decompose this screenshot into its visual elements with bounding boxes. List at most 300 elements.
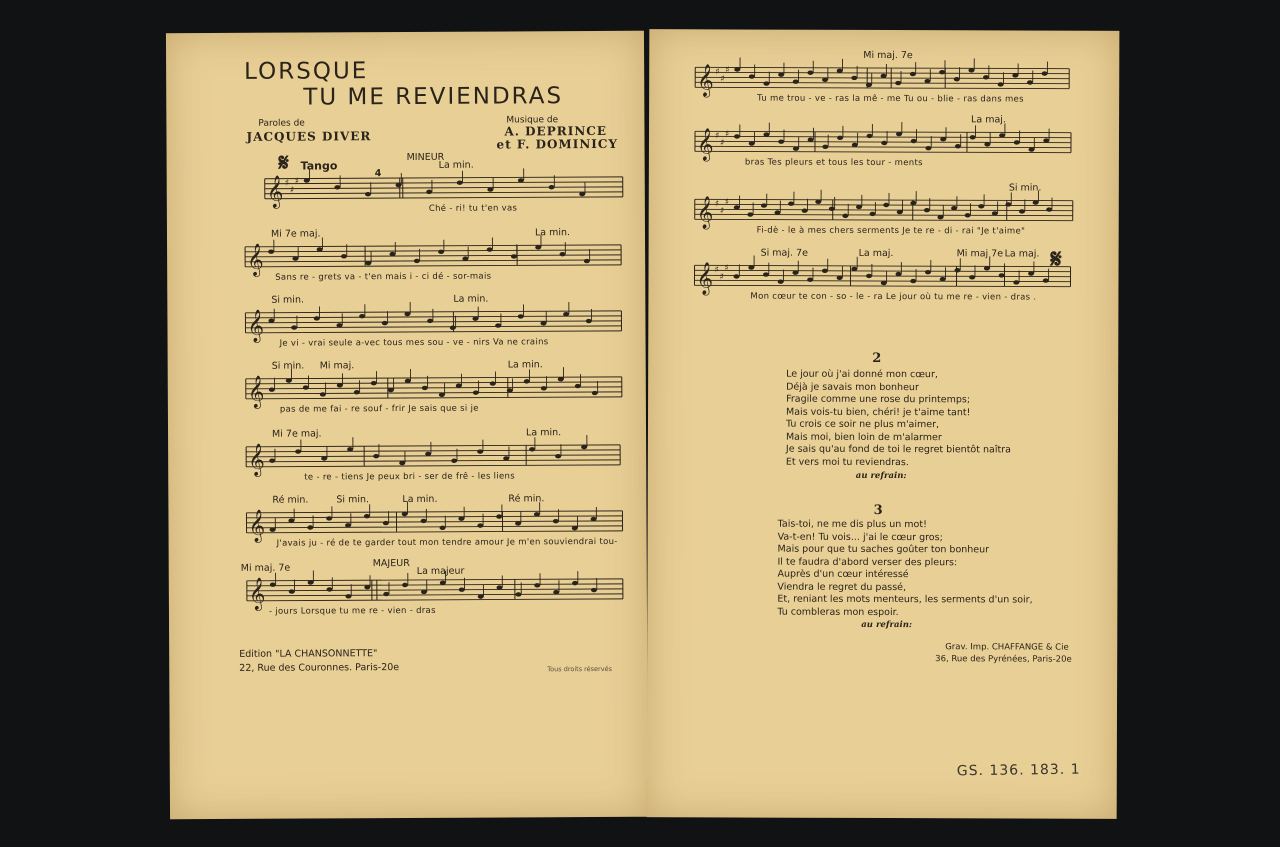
note-head <box>734 205 740 209</box>
sharp-icon: ♯ <box>719 206 725 217</box>
sharp-icon: ♯ <box>725 65 730 76</box>
note-head <box>992 211 998 215</box>
note-head <box>426 190 432 194</box>
left-chord-symbol: Si min. <box>336 494 370 506</box>
note-head <box>1028 147 1034 151</box>
sharp-icon: ♯ <box>714 131 720 142</box>
verse3-line: Mais pour que tu saches goûter ton bonheur <box>777 543 990 556</box>
note-head <box>968 68 974 72</box>
note-head <box>336 323 342 327</box>
left-lyrics: - jours Lorsque tu me re - vien - dras <box>268 605 436 617</box>
note-head <box>778 279 784 283</box>
note-head <box>490 381 496 385</box>
note-head <box>327 587 333 591</box>
note-head <box>515 592 521 596</box>
note-head <box>402 512 408 516</box>
treble-clef-icon: 𝄞 <box>248 576 266 610</box>
verse2-line: Le jour où j'ai donné mon cœur, <box>786 368 938 381</box>
note-head <box>477 449 483 453</box>
right-lyrics: Fi-dè - le à mes chers serments Je te re - di - rai "Je t'aime" <box>756 225 1026 237</box>
treble-clef-icon: 𝄞 <box>696 261 714 295</box>
note-head <box>910 72 916 76</box>
right-lyrics: bras Tes pleurs et tous les tour - ments <box>744 157 923 169</box>
note-head <box>984 266 990 270</box>
note-head <box>477 523 483 527</box>
verse3-line: Va-t-en! Tu vois... j'ai le cœur gros; <box>777 531 943 543</box>
note-head <box>511 254 517 258</box>
sharp-icon: ♯ <box>289 185 295 196</box>
note-head <box>326 516 332 520</box>
note-head <box>308 580 314 584</box>
verse3-line: Il te faudra d'abord verser des pleurs: <box>777 556 958 568</box>
note-head <box>421 519 427 523</box>
note-head <box>999 273 1005 277</box>
note-head <box>924 208 930 212</box>
note-head <box>414 259 420 263</box>
verse2-line: Et vers moi tu reviendras. <box>785 456 909 468</box>
note-head <box>270 582 276 586</box>
note-head <box>427 319 433 323</box>
note-head <box>291 325 297 329</box>
note-head <box>478 594 484 598</box>
note-head <box>881 74 887 78</box>
right-chord-symbol: Si min. <box>1008 182 1042 194</box>
note-head <box>748 265 754 269</box>
right-music-staves <box>649 29 1119 303</box>
note-head <box>457 181 463 185</box>
note-head <box>534 512 540 516</box>
tempo-marking: Tango <box>300 159 338 173</box>
note-head <box>534 583 540 587</box>
note-head <box>1012 73 1018 77</box>
note-head <box>802 209 808 213</box>
lyricist-name: JACQUES DIVER <box>246 129 372 144</box>
left-chord-symbol: Ré min. <box>272 494 309 506</box>
treble-clef-icon: 𝄞 <box>696 127 714 161</box>
song-title-line1: LORSQUE <box>244 58 369 85</box>
right-system <box>649 29 1119 105</box>
left-lyrics: Sans re - grets va - t'en mais i - ci dé - sor-mais <box>275 271 492 283</box>
note-head <box>371 381 377 385</box>
left-lyrics: te - re - tiens Je peux bri - ser de frê - les liens <box>304 471 515 483</box>
right-lyrics: Tu me trou - ve - ras la mê - me Tu ou - blie - ras dans mes <box>757 93 1024 105</box>
note-head <box>541 386 547 390</box>
note-head <box>591 517 597 521</box>
composer-name-1: A. DEPRINCE <box>504 123 607 139</box>
verse3-line: Et, reniant les mots menteurs, les serments d'un soir, <box>777 593 1033 606</box>
note-head <box>518 314 524 318</box>
note-head <box>535 245 541 249</box>
note-head <box>354 390 360 394</box>
note-head <box>459 587 465 591</box>
note-head <box>1014 140 1020 144</box>
verse2-refrain: au refrain: <box>855 470 907 482</box>
right-lyrics: Mon cœur te con - so - le - ra Le jour où tu me re - vien - dras . <box>750 291 1037 303</box>
note-head <box>503 456 509 460</box>
note-head <box>451 459 457 463</box>
segno-end-icon: 𝄋 <box>1050 244 1062 275</box>
note-head <box>807 278 813 282</box>
note-head <box>575 384 581 388</box>
note-head <box>399 461 405 465</box>
verse3-line: Auprès d'un cœur intéressé <box>777 568 909 581</box>
verse2-line: Tu crois ce soir ne plus m'aimer, <box>785 418 940 431</box>
note-head <box>774 210 780 214</box>
rights-notice: Tous droits réservés <box>547 664 612 674</box>
note-head <box>487 187 493 191</box>
right-chord-symbol: La maj. <box>858 247 894 260</box>
note-head <box>842 214 848 218</box>
verse2-line: Fragile comme une rose du printemps; <box>786 393 971 406</box>
note-head <box>954 268 960 272</box>
note-head <box>440 581 446 585</box>
treble-clef-icon: 𝄞 <box>696 195 714 229</box>
note-head <box>749 74 755 78</box>
treble-clef-icon: 𝄞 <box>697 63 714 97</box>
segno-icon: 𝄋 <box>278 148 290 177</box>
note-head <box>307 525 313 529</box>
note-head <box>1019 209 1025 213</box>
note-head <box>402 583 408 587</box>
note-head <box>883 203 889 207</box>
left-chord-symbol: La min. <box>526 427 562 439</box>
note-head <box>383 521 389 525</box>
note-head <box>365 261 371 265</box>
verse3-line: Viendra le regret du passé, <box>777 581 907 593</box>
note-head <box>749 141 755 145</box>
note-head <box>497 585 503 589</box>
note-head <box>837 136 843 140</box>
verse2-line: Je sais qu'au fond de toi le regret bientôt naîtra <box>785 443 1011 456</box>
note-head <box>364 585 370 589</box>
note-head <box>747 212 753 216</box>
note-head <box>910 279 916 283</box>
sharp-icon: ♯ <box>719 138 725 149</box>
sharp-icon: ♯ <box>720 74 725 85</box>
note-head <box>487 247 493 251</box>
verse3-number: 3 <box>873 502 883 518</box>
note-head <box>829 207 835 211</box>
note-head <box>1042 71 1048 75</box>
note-head <box>438 250 444 254</box>
note-head <box>822 78 828 82</box>
note-head <box>896 272 902 276</box>
right-chord-symbol: La maj. <box>1004 248 1040 260</box>
treble-clef-icon: 𝄞 <box>266 174 284 208</box>
left-chord-symbol: La min. <box>453 293 489 305</box>
note-head <box>572 526 578 530</box>
note-head <box>563 312 569 316</box>
note-head <box>867 134 873 138</box>
note-head <box>851 267 857 271</box>
note-head <box>911 139 917 143</box>
note-head <box>734 67 740 71</box>
note-head <box>456 384 462 388</box>
note-head <box>314 316 320 320</box>
note-head <box>940 137 946 141</box>
note-head <box>439 393 445 397</box>
note-head <box>925 270 931 274</box>
sharp-icon: ♯ <box>714 199 720 210</box>
note-head <box>924 79 930 83</box>
right-chord-symbol: Si maj. 7e <box>760 247 808 259</box>
note-head <box>778 72 784 76</box>
note-head <box>852 143 858 147</box>
note-head <box>269 387 275 391</box>
note-head <box>295 449 301 453</box>
note-head <box>495 323 501 327</box>
sharp-icon: ♯ <box>294 176 300 187</box>
note-head <box>364 514 370 518</box>
note-head <box>925 146 931 150</box>
lyrics-label: Paroles de <box>258 118 305 129</box>
verse2-number: 2 <box>872 350 882 366</box>
note-head <box>359 314 365 318</box>
note-head <box>572 581 578 585</box>
note-head <box>763 272 769 276</box>
note-head <box>792 270 798 274</box>
left-chord-symbol: La min. <box>534 227 571 239</box>
note-head <box>382 321 388 325</box>
note-head <box>951 206 957 210</box>
note-head <box>586 319 592 323</box>
note-head <box>345 523 351 527</box>
note-head <box>422 386 428 390</box>
note-head <box>940 277 946 281</box>
note-head <box>268 249 274 253</box>
note-head <box>524 379 530 383</box>
note-head <box>978 204 984 208</box>
right-chord-symbol: Mi maj 7e <box>956 248 1004 260</box>
note-head <box>998 82 1004 86</box>
note-head <box>390 252 396 256</box>
note-head <box>763 132 769 136</box>
note-head <box>793 79 799 83</box>
multi-rest-count: 4 <box>374 168 382 180</box>
note-head <box>317 247 323 251</box>
verse2-text <box>786 369 1011 470</box>
note-head <box>897 210 903 214</box>
composer-name-2: et F. DOMINICY <box>496 136 619 152</box>
printer-line1: Grav. Imp. CHAFFANGE & Cie <box>945 642 1069 653</box>
sharp-icon: ♯ <box>724 263 729 274</box>
note-head <box>458 517 464 521</box>
note-head <box>440 526 446 530</box>
note-head <box>347 447 353 451</box>
note-head <box>321 456 327 460</box>
treble-clef-icon: 𝄞 <box>247 242 264 276</box>
note-head <box>337 383 343 387</box>
left-chord-symbol: La min. <box>402 493 438 506</box>
note-head <box>396 183 402 187</box>
treble-clef-icon: 𝄞 <box>247 374 265 408</box>
note-head <box>870 212 876 216</box>
note-head <box>761 203 767 207</box>
note-head <box>896 132 902 136</box>
note-head <box>866 274 872 278</box>
note-head <box>383 592 389 596</box>
note-head <box>405 379 411 383</box>
note-head <box>518 178 524 182</box>
note-head <box>529 447 535 451</box>
note-head <box>984 142 990 146</box>
note-head <box>808 138 814 142</box>
treble-clef-icon: 𝄞 <box>248 442 265 476</box>
note-head <box>560 252 566 256</box>
archive-shelfmark: GS. 136. 183. 1 <box>956 761 1081 780</box>
note-head <box>910 201 916 205</box>
left-chord-symbol: Mi 7e maj. <box>272 428 322 440</box>
music-label: Musique de <box>506 115 559 126</box>
note-head <box>1043 278 1049 282</box>
note-head <box>734 274 740 278</box>
note-head <box>881 281 887 285</box>
note-head <box>1027 80 1033 84</box>
note-head <box>822 145 828 149</box>
note-head <box>404 312 410 316</box>
note-head <box>866 83 872 87</box>
right-chord-symbol: Mi maj. 7e <box>863 49 913 62</box>
verse3-refrain: au refrain: <box>861 619 913 631</box>
note-head <box>591 588 597 592</box>
left-chord-symbol: Mi maj. 7e <box>240 562 291 574</box>
note-head <box>895 81 901 85</box>
note-head <box>837 276 843 280</box>
left-lyrics: Ché - ri! tu t'en vas <box>428 203 518 214</box>
note-head <box>549 185 555 189</box>
note-head <box>515 521 521 525</box>
note-head <box>341 254 347 258</box>
sharp-icon: ♯ <box>284 178 290 189</box>
note-head <box>965 213 971 217</box>
note-head <box>507 388 513 392</box>
note-head <box>558 377 564 381</box>
verse3-line: Tais-toi, ne me dis plus un mot! <box>777 518 927 531</box>
left-lyrics: Je vi - vrai seule a-vec tous mes sou - ve - nirs Va ne crains <box>279 337 549 349</box>
note-head <box>304 178 310 182</box>
note-head <box>388 388 394 392</box>
sharp-icon: ♯ <box>724 197 730 208</box>
note-head <box>999 133 1005 137</box>
right-chord-symbol: La maj. <box>971 114 1006 126</box>
note-head <box>292 256 298 260</box>
note-head <box>734 134 740 138</box>
note-head <box>320 392 326 396</box>
note-head <box>1028 271 1034 275</box>
note-head <box>1005 202 1011 206</box>
note-head <box>954 77 960 81</box>
note-head <box>425 452 431 456</box>
left-chord-symbol: Si min. <box>271 294 304 306</box>
note-head <box>1046 207 1052 211</box>
song-title-line2: TU ME REVIENDRAS <box>303 83 564 111</box>
left-chord-symbol: Ré min. <box>508 493 545 505</box>
note-head <box>555 454 561 458</box>
note-head <box>881 141 887 145</box>
note-head <box>270 527 276 531</box>
note-head <box>815 200 821 204</box>
sharp-icon: ♯ <box>719 272 724 283</box>
note-head <box>788 201 794 205</box>
note-head <box>462 256 468 260</box>
treble-clef-icon: 𝄞 <box>248 508 266 542</box>
left-lyrics: pas de me fai - re souf - frir Je sais que si je <box>279 403 479 415</box>
note-head <box>937 215 943 219</box>
verse2-line: Déjà je savais mon bonheur <box>786 381 919 393</box>
note-head <box>592 391 598 395</box>
left-chord-symbol: La min. <box>507 359 543 371</box>
note-head <box>584 259 590 263</box>
note-head <box>939 70 945 74</box>
right-page <box>647 29 1120 819</box>
publisher-line1: Edition "LA CHANSONNETTE" <box>239 648 378 660</box>
note-head <box>365 192 371 196</box>
note-head <box>856 205 862 209</box>
note-head <box>373 454 379 458</box>
note-head <box>334 185 340 189</box>
note-head <box>851 76 857 80</box>
note-head <box>268 318 274 322</box>
verse2-line: Mais moi, bien loin de m'alarmer <box>785 431 942 443</box>
printer-line2: 36, Rue des Pyrénées, Paris-20e <box>935 654 1072 665</box>
verse3-line: Tu combleras mon espoir. <box>777 606 899 618</box>
note-head <box>288 518 294 522</box>
note-head <box>969 275 975 279</box>
note-head <box>553 590 559 594</box>
note-head <box>269 458 275 462</box>
sharp-icon: ♯ <box>715 67 720 78</box>
note-head <box>763 81 769 85</box>
note-head <box>1043 138 1049 142</box>
left-chord-symbol: Mi maj. <box>319 360 355 372</box>
note-head <box>970 135 976 139</box>
note-head <box>289 589 295 593</box>
note-head <box>579 192 585 196</box>
note-head <box>345 594 351 598</box>
left-lyrics: J'avais ju - ré de te garder tout mon tendre amour Je m'en souviendrai tou- <box>276 536 618 549</box>
note-head <box>553 519 559 523</box>
note-head <box>540 321 546 325</box>
sharp-icon: ♯ <box>724 129 730 140</box>
note-head <box>955 144 961 148</box>
left-chord-symbol: Si min. <box>271 360 305 372</box>
left-chord-symbol: MAJEUR <box>372 557 410 570</box>
note-head <box>778 139 784 143</box>
note-head <box>421 590 427 594</box>
left-chord-symbol: La min. <box>438 159 474 171</box>
left-chord-symbol: MINEUR <box>406 151 445 163</box>
note-head <box>1033 200 1039 204</box>
verse2-line: Mais vois-tu bien, chéri! je t'aime tant! <box>786 406 971 418</box>
note-head <box>450 326 456 330</box>
treble-clef-icon: 𝄞 <box>247 308 265 342</box>
note-head <box>822 269 828 273</box>
note-head <box>1013 280 1019 284</box>
note-head <box>793 146 799 150</box>
publisher-line2: 22, Rue des Couronnes. Paris-20e <box>239 662 400 674</box>
note-head <box>983 75 989 79</box>
note-head <box>472 316 478 320</box>
note-head <box>807 71 813 75</box>
note-head <box>496 514 502 518</box>
note-head <box>581 445 587 449</box>
note-head <box>473 390 479 394</box>
sharp-icon: ♯ <box>714 265 719 276</box>
left-chord-symbol: La majeur <box>416 565 465 577</box>
verse3-text <box>777 519 1033 620</box>
left-page <box>166 31 648 819</box>
note-head <box>837 69 843 73</box>
